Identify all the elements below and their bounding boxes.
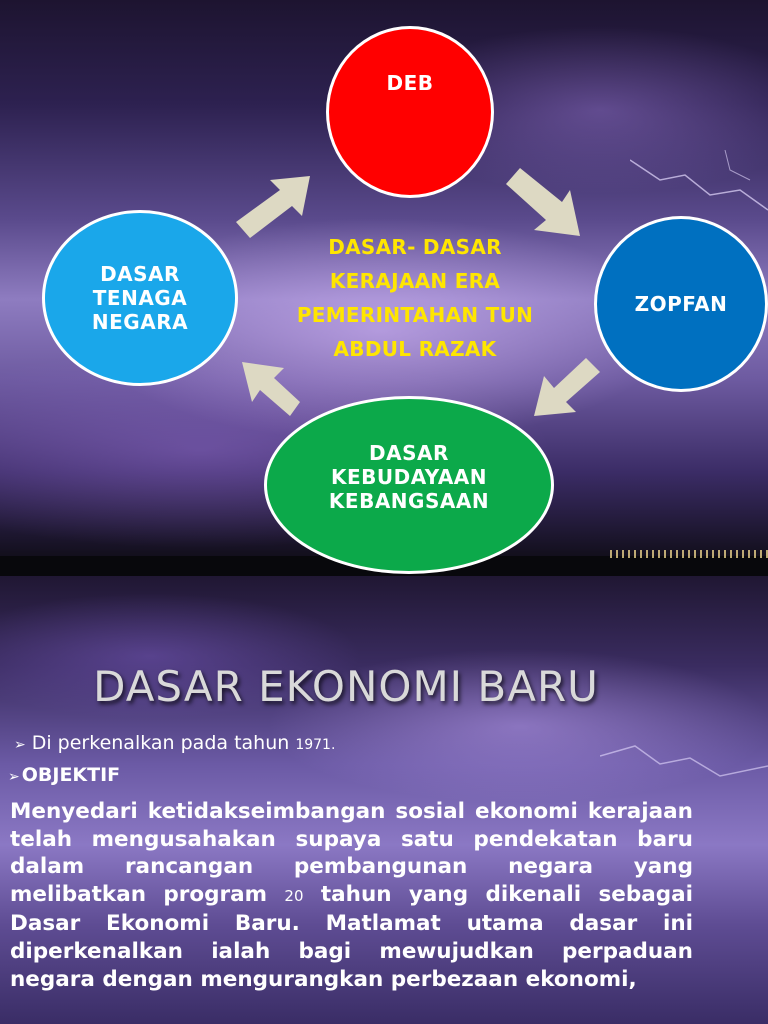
lightning-decoration-2 bbox=[600, 736, 768, 796]
node-dasar-tenaga-negara-label: DASAR TENAGA NEGARA bbox=[91, 262, 189, 334]
paragraph-part1: Menyedari ketidakseimbangan sosial ekonomi kerajaan telah mengusahakan supaya satu pendekatan baru dalam rancangan pembangunan negara yang melibatkan program bbox=[10, 799, 693, 907]
city-lights-decoration bbox=[610, 550, 768, 558]
bullet-introduced-text: Di perkenalkan pada tahun bbox=[31, 732, 296, 754]
node-zopfan bbox=[594, 216, 768, 392]
node-zopfan-label: ZOPFAN bbox=[634, 292, 728, 316]
slide-dasar-ekonomi-baru bbox=[0, 576, 768, 1024]
arrow-to-dasar-tenaga-negara bbox=[234, 358, 314, 428]
slide-title: DASAR EKONOMI BARU bbox=[93, 662, 599, 711]
node-dasar-kebudayaan-kebangsaan bbox=[264, 396, 554, 574]
paragraph-number: 20 bbox=[284, 886, 304, 905]
objective-paragraph bbox=[10, 798, 693, 993]
node-dasar-tenaga-negara bbox=[42, 210, 238, 386]
bullet-introduced-year: 1971. bbox=[295, 737, 336, 753]
bullet-arrow-icon: ➢ bbox=[8, 769, 20, 785]
center-title: DASAR- DASAR KERAJAAN ERA PEMERINTAHAN TUN ABDUL RAZAK bbox=[296, 235, 534, 361]
paragraph-part2: tahun yang dikenali sebagai Dasar Ekonomi Baru. Matlamat utama dasar ini diperkenalkan ialah bagi mewujudkan perpaduan negara dengan mengurangkan perbezaan ekonomi, bbox=[10, 881, 694, 992]
bullet-arrow-icon: ➢ bbox=[14, 737, 26, 753]
bullet-objektif-text: OBJEKTIF bbox=[21, 764, 121, 786]
bullet-objektif bbox=[8, 764, 120, 786]
node-deb-label: DEB bbox=[386, 71, 434, 95]
bullet-introduced bbox=[14, 732, 335, 754]
node-deb bbox=[326, 26, 494, 198]
node-dasar-kebudayaan-label: DASAR KEBUDAYAAN KEBANGSAAN bbox=[328, 441, 490, 513]
